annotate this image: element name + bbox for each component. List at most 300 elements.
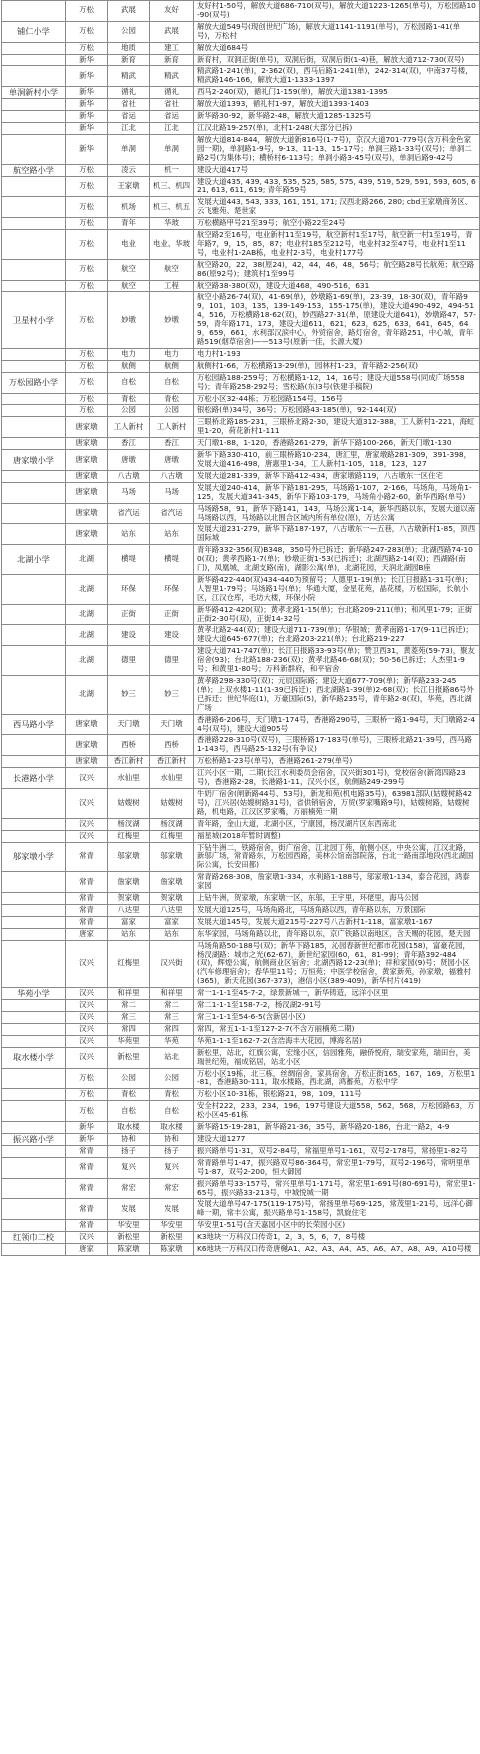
community-cell: 站东 — [108, 524, 150, 545]
grid-cell: 红梅里 — [150, 830, 194, 842]
street-cell: 新华 — [66, 122, 108, 134]
table-row — [2, 916, 480, 928]
community-cell: 华安里 — [108, 1220, 150, 1232]
address-cell: 青年路，金山大道，北湖小区，宁康园，杨汊湖片区东西南北 — [194, 818, 480, 830]
grid-cell: 华苑 — [150, 1035, 194, 1047]
address-cell: 发展大道281-339，新华下路412-434，唐家墩路119，八古墩东一区住宅 — [194, 470, 480, 482]
school-cell — [2, 482, 66, 503]
table-row — [2, 574, 480, 604]
address-cell: 万松桥路1-23号(单号)，香港路261-279(单号) — [194, 756, 480, 768]
address-cell: 常一1-1-1至45-7-2，绿景新城一，新华铸造，远洋小区里 — [194, 988, 480, 1000]
school-cell: 北湖小学 — [2, 545, 66, 575]
table-row — [2, 1178, 480, 1199]
school-cell — [2, 940, 66, 988]
school-cell: 华苑小学 — [2, 988, 66, 1000]
community-cell: 公园 — [108, 21, 150, 42]
street-cell: 汉兴 — [66, 1000, 108, 1012]
community-cell: 青年 — [108, 218, 150, 230]
community-cell: 妙三 — [108, 676, 150, 715]
community-cell: 航空 — [108, 259, 150, 280]
grid-cell: 精武 — [150, 66, 194, 87]
grid-cell: 八古墩 — [150, 470, 194, 482]
street-cell: 汉兴 — [66, 818, 108, 830]
street-cell: 常青 — [66, 1157, 108, 1178]
grid-cell: 友好 — [150, 1, 194, 22]
community-cell: 西桥 — [108, 735, 150, 756]
address-cell: K3地块一万科汉口传奇1，2，3，5，6，7，8号楼 — [194, 1232, 480, 1244]
community-cell: 公园 — [108, 405, 150, 417]
community-cell: 马场 — [108, 482, 150, 503]
school-cell: 航空路小学 — [2, 164, 66, 176]
table-row — [2, 197, 480, 218]
grid-cell: 华玻 — [150, 218, 194, 230]
address-cell: 万松横路甲号21至39号；航空小路22至24号 — [194, 218, 480, 230]
street-cell: 汉兴 — [66, 1012, 108, 1024]
address-cell: 新育村，双洞正街(单号)，双洞后街，双洞后街(1-4)巷，解放大道712-730(双号) — [194, 54, 480, 66]
address-cell: 银松路(单)34号，36号；万松园路43-185(单)，92-144(双) — [194, 405, 480, 417]
school-cell — [2, 1101, 66, 1122]
community-cell: 电业 — [108, 230, 150, 260]
table-row — [2, 1068, 480, 1089]
community-cell: 机场 — [108, 197, 150, 218]
table-row — [2, 176, 480, 197]
street-cell: 新华 — [66, 1122, 108, 1134]
grid-cell: 航侧 — [150, 360, 194, 372]
address-cell: 江兴小区一期，二期(长江水利委员会宿舍，汉兴街301号)，党校宿舍(新湾四路23号)，香港路2-28，长港路1-11，汉兴小区，航侧路249-299号 — [194, 768, 480, 789]
school-cell — [2, 604, 66, 625]
school-cell — [2, 54, 66, 66]
grid-cell: 电业、华玻 — [150, 230, 194, 260]
address-cell: 新华路30-92，新华路2-48，解放大道1285-1325号 — [194, 111, 480, 123]
table-row — [2, 503, 480, 524]
table-row — [2, 417, 480, 438]
address-cell: 华安里1-51号(含天嘉园小区中的长荣园小区) — [194, 1220, 480, 1232]
community-cell: 航侧 — [108, 360, 150, 372]
school-cell — [2, 1122, 66, 1134]
grid-cell: 常四 — [150, 1023, 194, 1035]
street-cell: 万松 — [66, 372, 108, 393]
school-cell — [2, 230, 66, 260]
table-row — [2, 604, 480, 625]
street-cell: 常青 — [66, 916, 108, 928]
address-cell: 常四，常五1-1-1至127-2-7(不含万丽楠苑二期) — [194, 1023, 480, 1035]
table-body — [2, 1, 480, 1256]
grid-cell: 武展 — [150, 21, 194, 42]
community-cell: 单洞 — [108, 134, 150, 164]
grid-cell: 江北 — [150, 122, 194, 134]
table-row — [2, 1199, 480, 1220]
community-cell: 香江 — [108, 438, 150, 450]
school-cell — [2, 646, 66, 676]
community-cell: 精武 — [108, 66, 150, 87]
school-cell — [2, 1220, 66, 1232]
address-cell: 万松小区32-44栋；万松园路154号，156号 — [194, 393, 480, 405]
address-cell: 常青路单号1-47，振兴路双号86-364号，常宏里1-79号，双号2-196号，常明里单号1-87，双号2-200，恒大御园 — [194, 1157, 480, 1178]
school-cell — [2, 625, 66, 646]
community-cell: 江北 — [108, 122, 150, 134]
table-row — [2, 21, 480, 42]
street-cell: 汉兴 — [66, 940, 108, 988]
table-row — [2, 482, 480, 503]
table-row — [2, 122, 480, 134]
school-cell — [2, 348, 66, 360]
address-cell: 建设大道417号 — [194, 164, 480, 176]
community-cell: 常三 — [108, 1012, 150, 1024]
address-cell: 新华路412-420(双)；黄孝北路1-15(单)；台北路209-211(单)；和风里1-79；正街正街2-30号(双)，正街14-32号 — [194, 604, 480, 625]
street-cell: 万松 — [66, 360, 108, 372]
school-cell — [2, 218, 66, 230]
school-cell — [2, 1199, 66, 1220]
street-cell: 新华 — [66, 134, 108, 164]
address-cell: 振兴路单号33-157号，常兴里单号1-171号，常宏里1-691号(80-691号)，常宏里1-65号，振兴路33-213号，中城悦城一期 — [194, 1178, 480, 1199]
school-cell — [2, 1178, 66, 1199]
community-cell: 常二 — [108, 1000, 150, 1012]
table-row — [2, 1023, 480, 1035]
community-cell: 常宏 — [108, 1178, 150, 1199]
grid-cell: 机一 — [150, 164, 194, 176]
school-cell — [2, 134, 66, 164]
address-cell: 常三1-1-1至54-6-5(含新居小区) — [194, 1012, 480, 1024]
street-cell: 万松 — [66, 259, 108, 280]
grid-cell: 省汽运 — [150, 503, 194, 524]
address-cell: 航侧村1-66，万松横路13-29(单)，园林村1-23，青年路2-256(双) — [194, 360, 480, 372]
school-cell — [2, 1145, 66, 1157]
address-cell: 新华路15-19-281，新华路21-36，35号，新华路20-186，台北一路2，4-9 — [194, 1122, 480, 1134]
table-row — [2, 259, 480, 280]
address-cell: 发展大道240-414，新华下路181-295，马场路1-107，2-166，马场角，马场角1-125，发展大道341-345，新华下路103-179，马场角小路2-60，新华西路(单号) — [194, 482, 480, 503]
community-cell: 新松里 — [108, 1047, 150, 1068]
community-cell: 自松 — [108, 372, 150, 393]
school-cell — [2, 99, 66, 111]
address-cell: 建设大道1277 — [194, 1133, 480, 1145]
grid-cell: 常三 — [150, 1012, 194, 1024]
street-cell: 汉兴 — [66, 830, 108, 842]
table-row — [2, 646, 480, 676]
school-cell — [2, 176, 66, 197]
table-row — [2, 545, 480, 575]
address-cell: 上钻牛洲，贺家墩，东家墩一区，东邬，王宇里，环佬里，海马公园 — [194, 893, 480, 905]
street-cell: 万松 — [66, 280, 108, 292]
grid-cell: 和祥里 — [150, 988, 194, 1000]
grid-cell: 横堤 — [150, 545, 194, 575]
address-cell: 发展大道231-279，新华下路187-197，八古墩东一—五巷，八古墩新村1-85，顶西国际城 — [194, 524, 480, 545]
table-row — [2, 1133, 480, 1145]
address-cell: K6地块一万科汉口传奇唐樾A1、A2、A3、A4、A5、A6、A7、A8、A9、A10号楼 — [194, 1244, 480, 1256]
table-row — [2, 1, 480, 22]
street-cell: 北湖 — [66, 676, 108, 715]
grid-cell: 西桥 — [150, 735, 194, 756]
address-cell: 江汉北路19-257(单)，北村1-248(大部分已拆) — [194, 122, 480, 134]
street-cell: 北湖 — [66, 604, 108, 625]
grid-cell: 自松 — [150, 1101, 194, 1122]
table-row — [2, 54, 480, 66]
school-cell — [2, 872, 66, 893]
community-cell: 电力 — [108, 348, 150, 360]
address-cell: 马场角路50-188号(双)；新华下路185，沁园春新世纪都市花园(158)，富豪花园，杨汊湖路：城市之光(62-67)，新世纪家园(60，61，81-99)；青年路392-484(双)，辉煌公寓，航侧商业区宿舍；北湖西路12-23(单)；祥和家园(9)号；贤园小区(汽车修理宿舍)；春华里11号；万恒苑；中医学校宿舍，黄家新苑，孙家墩，福雅村(365)，新天花园(367-373)，港信小区(389-409)，新华村片(419) — [194, 940, 480, 988]
community-cell: 富家 — [108, 916, 150, 928]
street-cell: 汉兴 — [66, 1023, 108, 1035]
street-cell: 唐家 — [66, 928, 108, 940]
address-cell: 新华下路330-410，前三眼桥路10-234，唐汇里，唐家墩路281-309，391-398，发展大道416-498，唐惠里1-34，工人新村1-105，118，123，127 — [194, 450, 480, 471]
table-row — [2, 470, 480, 482]
street-cell: 万松 — [66, 292, 108, 348]
grid-cell: 建设 — [150, 625, 194, 646]
street-cell: 汉兴 — [66, 768, 108, 789]
street-cell: 新华 — [66, 66, 108, 87]
table-row — [2, 405, 480, 417]
table-row — [2, 893, 480, 905]
school-cell: 长港路小学 — [2, 768, 66, 789]
street-cell: 汉兴 — [66, 1035, 108, 1047]
school-cell — [2, 1000, 66, 1012]
school-cell — [2, 1012, 66, 1024]
school-cell — [2, 1035, 66, 1047]
address-cell: 解放大道684号 — [194, 42, 480, 54]
grid-cell: 发展 — [150, 1199, 194, 1220]
grid-cell: 水仙里 — [150, 768, 194, 789]
address-cell: 安全村222，233，234，196，197号建设大道558，562，568，万松园路63，万松小区45-61栋 — [194, 1101, 480, 1122]
school-cell — [2, 280, 66, 292]
street-cell: 常青 — [66, 904, 108, 916]
address-cell: 万松小区10-31栋，银松路21，98，109，111号 — [194, 1089, 480, 1101]
community-cell: 循礼 — [108, 87, 150, 99]
table-row — [2, 111, 480, 123]
school-cell: 取水楼小学 — [2, 1047, 66, 1068]
street-cell: 万松 — [66, 21, 108, 42]
street-cell: 常青 — [66, 872, 108, 893]
table-row — [2, 1101, 480, 1122]
community-cell: 公园 — [108, 1068, 150, 1089]
grid-cell: 公园 — [150, 1068, 194, 1089]
address-cell: 青年路332-356(双)B348，350号外已拆迁；新华路247-283(单)；北湖西路74-100(双)；黄孝西路1-7(单)；妙墩正街1-53(已拆迁)；北湖西路2-14(双)；西湖路(南门)，凤凰城，北湖支路(南)，湖影公寓(单)，北湖花园，天润北湖园B座 — [194, 545, 480, 575]
street-cell: 新华 — [66, 1133, 108, 1145]
address-cell: 友好村1-50号，解放大道686-710(双号)，解放大道1223-1265(单号)，万松园路10-90(双号) — [194, 1, 480, 22]
grid-cell: 香江新村 — [150, 756, 194, 768]
table-row — [2, 988, 480, 1000]
address-cell: 牛奶厂宿舍(闸新路44号、53号)，新龙和苑(机电路35号)，63981部队(姑嫂树路42号)，江兴居(姑嫂树路31号)，省供销宿舍，万贸(罗家嘴路9号)，姑嫂树路，姑嫂树路，机电路，江汉区罗家嘴，万丽楠苑一期 — [194, 788, 480, 818]
address-cell: 解放大道549号(现创世纪广场)，解放大道1141-1191(单号)，万松园路1-41(单号)，万松村 — [194, 21, 480, 42]
grid-cell: 站东 — [150, 928, 194, 940]
address-cell: 新松里，站北，红旗公寓，宏缘小区，信园雅苑，融侨悦府，瑞安家苑，瑞田台，美瑞世纪苑，福成铭居，站北小区 — [194, 1047, 480, 1068]
address-cell: 建设大道435, 439, 433, 535, 525, 585, 575, 439, 519, 529, 591, 593, 605, 621, 613, 611, 619; 青年路59号 — [194, 176, 480, 197]
grid-cell: 妙三 — [150, 676, 194, 715]
school-cell — [2, 524, 66, 545]
community-cell: 凌云 — [108, 164, 150, 176]
community-cell: 取水楼 — [108, 1122, 150, 1134]
street-cell: 万松 — [66, 393, 108, 405]
grid-cell: 单洞 — [150, 134, 194, 164]
street-cell: 新华 — [66, 99, 108, 111]
street-cell: 唐家墩 — [66, 714, 108, 735]
table-row — [2, 1145, 480, 1157]
address-cell: 西马2-240(双)，循礼门1-159(单)，解放大道1381-1395 — [194, 87, 480, 99]
community-cell: 地质 — [108, 42, 150, 54]
street-cell: 唐家墩 — [66, 438, 108, 450]
address-cell: 新华路422-440(双)434-440为预留号；人德里1-19(单)；长江日报路1-31号(单)；人智里1-79号；马场路1号(单)；华通大厦，金星花苑，晶花楼，万松国际，长航小区，江汉仓库，毛坊大楼，环保小院 — [194, 574, 480, 604]
community-cell: 武展 — [108, 1, 150, 22]
street-cell: 汉兴 — [66, 1047, 108, 1068]
school-cell: 红领巾二校 — [2, 1232, 66, 1244]
table-row — [2, 1035, 480, 1047]
school-cell — [2, 122, 66, 134]
street-cell: 万松 — [66, 197, 108, 218]
street-cell: 万松 — [66, 405, 108, 417]
address-cell: 常青路268-308，詹家墩1-334，水利路1-188号，邬家墩1-134，泰合花园，鸿泰家园 — [194, 872, 480, 893]
community-cell: 德里 — [108, 646, 150, 676]
table-row — [2, 348, 480, 360]
table-row — [2, 99, 480, 111]
community-cell: 贺家墩 — [108, 893, 150, 905]
street-cell: 新华 — [66, 111, 108, 123]
address-cell: 建设大道741-747(单)；长江日报路33-93号(单)；赞卫西31，黄菱苑(59-73)，聚友宿舍(93)；台北路188-236(双)；黄孝北路46-68(双)；50-56已拆迁；人杰里1-9号；和黄里1-80号；万科新群府，和平宿舍 — [194, 646, 480, 676]
community-cell: 复兴 — [108, 1157, 150, 1178]
table-row — [2, 42, 480, 54]
table-row — [2, 372, 480, 393]
table-row — [2, 1157, 480, 1178]
school-cell — [2, 1, 66, 22]
street-cell: 唐家墩 — [66, 470, 108, 482]
table-row — [2, 768, 480, 789]
address-cell: 航空路2至16号，电业新村11至19号，航空新村1至17号，航空新一村1至19号，青年路7，9，15，85，87；电业村185至212号，电业村32至47号，电业村1至11号，电业村1-2AB栋，电业村2-3号，电业村177号 — [194, 230, 480, 260]
community-cell: 红梅里 — [108, 940, 150, 988]
community-cell: 杨汊湖 — [108, 818, 150, 830]
table-row — [2, 1232, 480, 1244]
address-cell: 东华家园，马场角路以北，青年路以东，京广铁路以南地区，含天赐的花园，楚天园 — [194, 928, 480, 940]
street-cell: 北湖 — [66, 646, 108, 676]
street-cell: 常青 — [66, 1220, 108, 1232]
grid-cell: 唐墩 — [150, 450, 194, 471]
address-cell: 发展大道145号，发展大道215号-227号八古新村1-118，富家墩1-167 — [194, 916, 480, 928]
street-cell: 汉兴 — [66, 788, 108, 818]
grid-cell: 复兴 — [150, 1157, 194, 1178]
school-cell — [2, 259, 66, 280]
street-cell: 北湖 — [66, 625, 108, 646]
table-row — [2, 393, 480, 405]
address-cell: 精武路1-241(单)，2-362(双)，西马后路1-241(单)，242-314(双)，中南37号楼，精武路146-166，解放大道1-1333-1397 — [194, 66, 480, 87]
street-cell: 万松 — [66, 218, 108, 230]
street-cell: 万松 — [66, 348, 108, 360]
table-row — [2, 872, 480, 893]
street-cell: 万松 — [66, 1, 108, 22]
school-cell — [2, 405, 66, 417]
school-cell — [2, 417, 66, 438]
school-district-table — [1, 0, 480, 1256]
community-cell: 青松 — [108, 1089, 150, 1101]
table-row — [2, 164, 480, 176]
grid-cell: 妙墩 — [150, 292, 194, 348]
table-row — [2, 66, 480, 87]
address-cell: 黄孝路298-330号(双)；元辰国际路；建设大道677-709(单)；新华路233-245(单)；上双水楼1-11(1-39已拆迁)；西北湖路1-39(单)2-68(双)；长江日报路86号外已拆迁；世纪华庭(1)，万豪国际(5)，新华路235号，青年路2-8(双)，华苑，西北湖广场 — [194, 676, 480, 715]
address-cell: 万松园路188-259号；万松横路1-12，14，16号；建设大道558号(同成广场558号)；青年路258-292号；雪松路(东)3号(铁建手稿院) — [194, 372, 480, 393]
community-cell: 王家墩 — [108, 176, 150, 197]
address-cell: 航空路38-380(双)，建设大道468，490-516，631 — [194, 280, 480, 292]
table-row — [2, 735, 480, 756]
school-cell — [2, 470, 66, 482]
table-row — [2, 360, 480, 372]
community-cell: 唐墩 — [108, 450, 150, 471]
street-cell: 唐家墩 — [66, 735, 108, 756]
grid-cell: 邬家墩 — [150, 842, 194, 872]
table-row — [2, 928, 480, 940]
street-cell: 万松 — [66, 1068, 108, 1089]
community-cell: 发展 — [108, 1199, 150, 1220]
grid-cell: 贺家墩 — [150, 893, 194, 905]
community-cell: 常四 — [108, 1023, 150, 1035]
table-row — [2, 292, 480, 348]
grid-cell: 机三、机四 — [150, 176, 194, 197]
street-cell: 唐家墩 — [66, 524, 108, 545]
address-cell: 解放大道814-844，解放大道新816号(1-7号)，京汉大道701-779号(含万科金色家园一期)，单洞路1-9号，9-13、11-13、15-17号；单洞三路1-33号(双号)；单洞二路2号(为集体号)；横桥村6-113号；单洞小路3-45号(双号)，单洞后路9-42号 — [194, 134, 480, 164]
grid-cell: 建工 — [150, 42, 194, 54]
table-row — [2, 714, 480, 735]
street-cell: 汉兴 — [66, 1232, 108, 1244]
address-cell: 天门墩1-88，1-120，香港路261-279，新华下路100-266，新天门墩1-130 — [194, 438, 480, 450]
street-cell: 新华 — [66, 87, 108, 99]
grid-cell: 青松 — [150, 1089, 194, 1101]
community-cell: 香江新村 — [108, 756, 150, 768]
grid-cell: 循礼 — [150, 87, 194, 99]
school-cell: 卫星村小学 — [2, 292, 66, 348]
school-cell — [2, 1157, 66, 1178]
table-row — [2, 842, 480, 872]
table-row — [2, 1000, 480, 1012]
grid-cell: 工程 — [150, 280, 194, 292]
grid-cell: 新育 — [150, 54, 194, 66]
grid-cell: 机三、机五 — [150, 197, 194, 218]
table-row — [2, 438, 480, 450]
address-cell: 香港路6-206号，天门墩1-174号，香港路290号，三眼桥一路1-94号，天门墩路2-44号(双号)，建设大道905号 — [194, 714, 480, 735]
address-cell: 航空路20，22，38(原24)，42，44，46，48，56号；航空路28号长航苑；航空路86(原92号)；建筑村1至99号 — [194, 259, 480, 280]
community-cell: 扬子 — [108, 1145, 150, 1157]
grid-cell: 姑嫂树 — [150, 788, 194, 818]
grid-cell: 八达里 — [150, 904, 194, 916]
school-cell: 西马路小学 — [2, 714, 66, 735]
school-cell — [2, 360, 66, 372]
table-row — [2, 218, 480, 230]
address-cell: 马场路58，91，新华下路141，143，马场公寓1-14，新华西路以东，发展大道以南马场路以西，马场路以北围合区域内所有单位(原)，万达公寓 — [194, 503, 480, 524]
school-cell — [2, 928, 66, 940]
school-cell — [2, 197, 66, 218]
school-cell — [2, 1068, 66, 1089]
grid-cell: 站北 — [150, 1047, 194, 1068]
address-cell: 航空小路26-74(双)，41-69(单)，妙墩路1-69(单)，23-39，18-30(双)，青年路99，101，103，135，139-149-153，155-175(单)，建设大道490-492，494-514，516，万松横路18-62(双)，妙西路27-31(单，原建设大道641)，妙墩路47，57-59，青年路171，173，建设大道611，621，623，625，633，641，645，649，659，661，水利部汉滨中心，外贸宿舍，路灯宿舍，青年路251，中心城，青年路519(烟草宿舍)——513号(原新一佳，长源大厦) — [194, 292, 480, 348]
street-cell: 常青 — [66, 1145, 108, 1157]
community-cell: 和祥里 — [108, 988, 150, 1000]
community-cell: 站东 — [108, 928, 150, 940]
street-cell: 常青 — [66, 842, 108, 872]
school-cell — [2, 438, 66, 450]
school-cell — [2, 818, 66, 830]
address-cell: 发展大道单号47-175(119-175)号，常扬里单号69-125，常茂里1-21号，远洋心御峰一期，常丰公寓，振兴路单号1-158号，凯旋住宅 — [194, 1199, 480, 1220]
school-cell: 振兴路小学 — [2, 1133, 66, 1145]
address-cell: 常二1-1-1至158-7-2，杨汊湖2-91号 — [194, 1000, 480, 1012]
school-cell — [2, 735, 66, 756]
street-cell: 唐家墩 — [66, 450, 108, 471]
grid-cell: 香江 — [150, 438, 194, 450]
community-cell: 八古墩 — [108, 470, 150, 482]
street-cell: 常青 — [66, 1178, 108, 1199]
grid-cell: 马场 — [150, 482, 194, 503]
school-cell — [2, 503, 66, 524]
table-row — [2, 524, 480, 545]
address-cell: 福星城(2018年暂时调整) — [194, 830, 480, 842]
address-cell: 发展大道125号，马场角路北，马场角路以西，青年路以东，万景国际 — [194, 904, 480, 916]
community-cell: 青松 — [108, 393, 150, 405]
grid-cell: 扬子 — [150, 1145, 194, 1157]
street-cell: 唐家 — [66, 1244, 108, 1256]
street-cell: 唐家墩 — [66, 756, 108, 768]
school-cell — [2, 788, 66, 818]
